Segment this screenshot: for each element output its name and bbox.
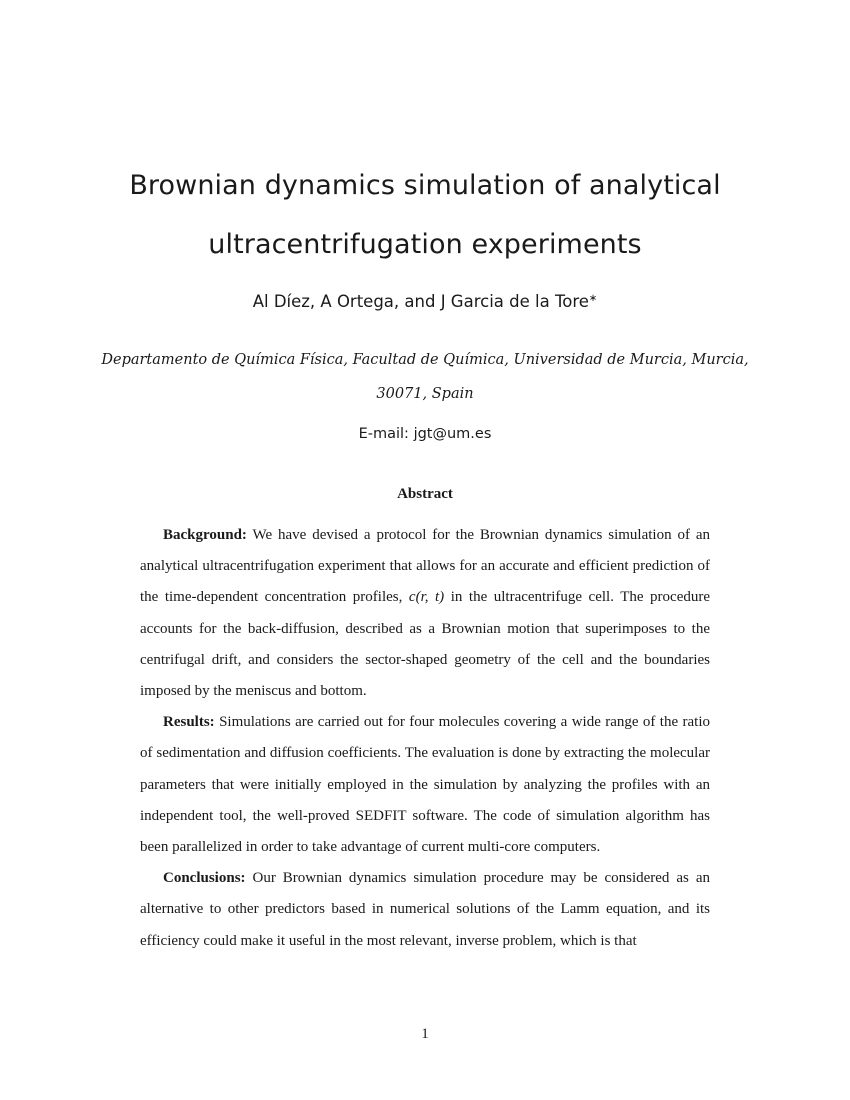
email-label: E-mail: — [358, 426, 409, 442]
email-line — [0, 426, 850, 442]
abstract-body — [140, 520, 710, 957]
results-text: Simulations are carried out for four molecules covering a wide range of the ratio of sedimentation and diffusion coefficients. The evaluation is done by extracting the molecular parameters that were initially employed in the simulation by analyzing the profiles with an independent tool, the well-proved SEDFIT software. The code of simulation algorithm has been parallelized in order to take advantage of current multi-core computers. — [140, 714, 710, 856]
background-label: Background: — [163, 527, 247, 543]
abstract-conclusions — [140, 863, 710, 957]
abstract-heading: Abstract — [397, 486, 453, 502]
conclusions-label: Conclusions: — [163, 870, 246, 887]
corresponding-author-mark: ∗ — [588, 293, 598, 304]
abstract-results — [140, 707, 710, 863]
background-text-a: We have devised a protocol for the Brownian dynamics simulation of an analytical ultracentrifugation experiment that allows for an accurate and efficient prediction of the time-dependent concentration profiles, — [140, 527, 710, 606]
background-text-b: in the ultracentrifuge cell. The procedure accounts for the back-diffusion, described as a Brownian motion that superimposes to the centrifugal drift, and considers the sector-shaped geometry of the cell and the boundaries imposed by the meniscus and bottom. — [140, 589, 711, 700]
author-line — [0, 292, 850, 311]
concentration-formula: c(r, t) — [408, 589, 445, 606]
abstract-background — [140, 520, 710, 707]
authors: Al Díez, A Ortega, and J Garcia de la Tore — [252, 292, 589, 311]
email-address: jgt@um.es — [413, 426, 492, 442]
page-number: 1 — [421, 1026, 429, 1042]
paper-title: Brownian dynamics simulation of analytical ultracentrifugation experiments — [129, 170, 721, 260]
conclusions-text: Our Brownian dynamics simulation procedure may be considered as an alternative to other predictors based in numerical solutions of the Lamm equation, and its efficiency could make it useful in the most relevant, inverse problem, which is that — [140, 870, 710, 949]
affiliation: Departamento de Química Física, Facultad de Química, Universidad de Murcia, Murcia, 30071, Spain — [101, 352, 749, 402]
results-label: Results: — [163, 714, 215, 731]
